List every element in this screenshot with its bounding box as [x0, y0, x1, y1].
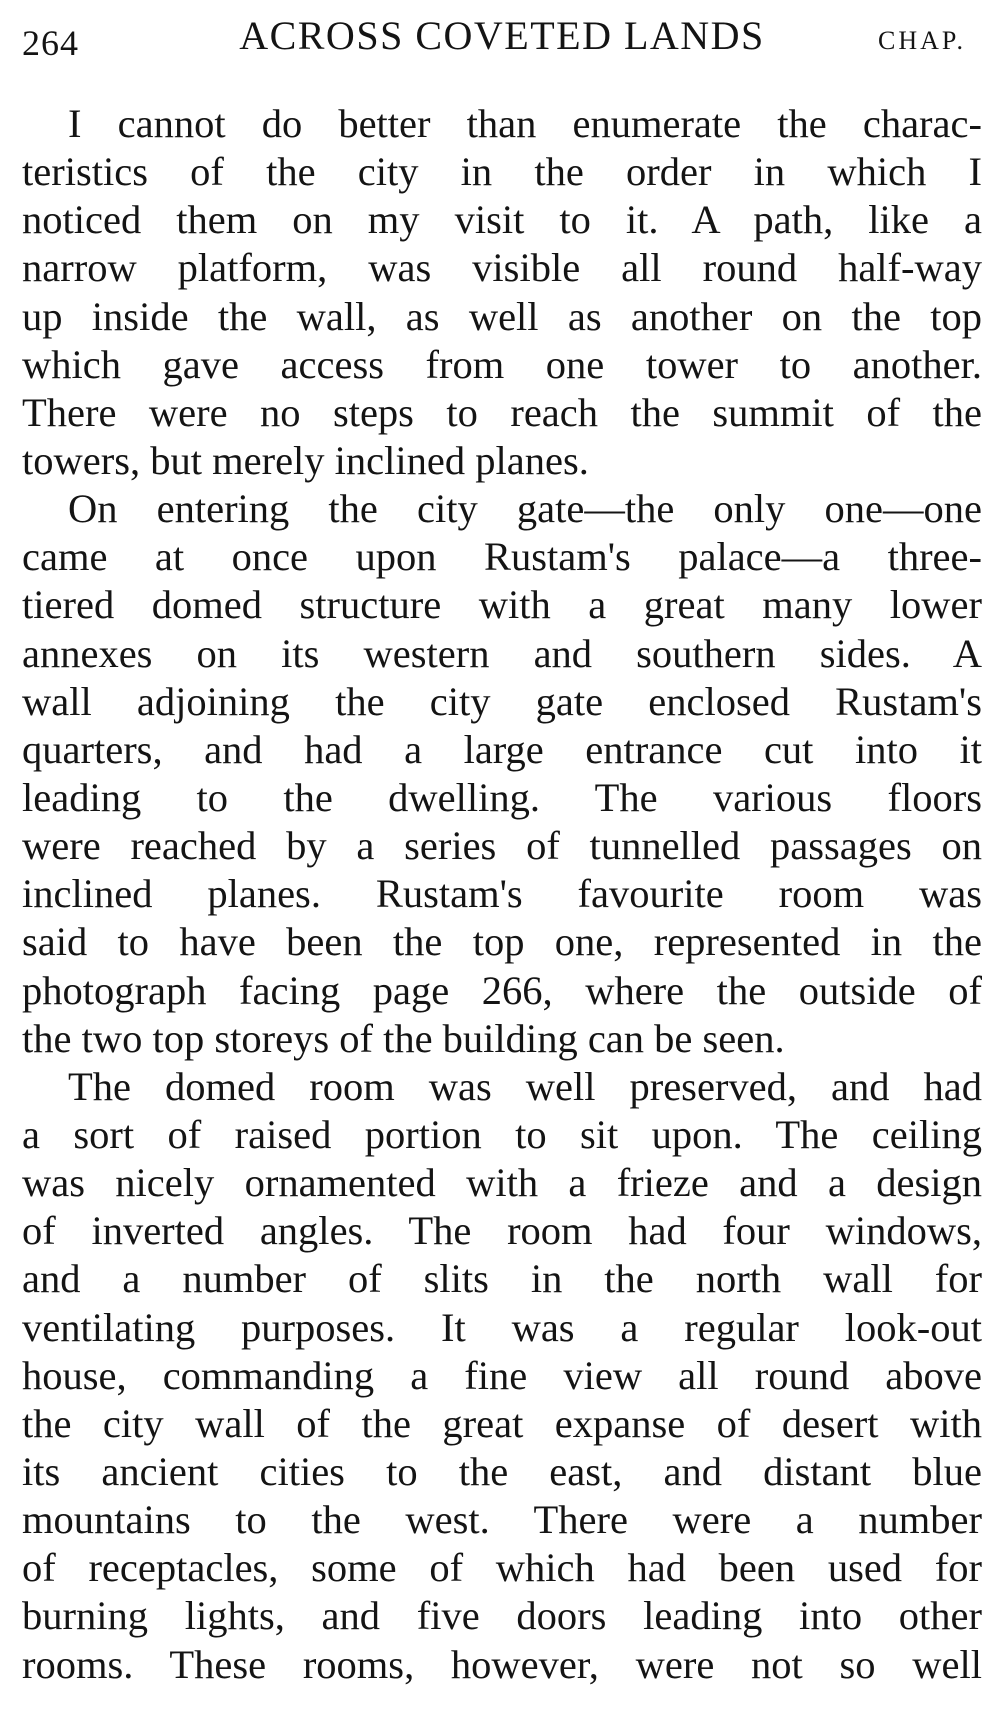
paragraph-1 [22, 100, 982, 485]
text-line: came at once upon Rustam's palace—a three- [22, 534, 982, 580]
paragraph-3 [22, 1063, 982, 1689]
text-line: narrow platform, was visible all round half-way [22, 245, 982, 291]
text-line: which gave access from one tower to another. [22, 341, 982, 387]
text-line: annexes on its western and southern sides. A [22, 630, 982, 676]
text-line: photograph facing page 266, where the outside of [22, 967, 982, 1013]
text-line: towers, but merely inclined planes. [22, 437, 589, 483]
book-title: ACROSS COVETED LANDS [239, 13, 765, 58]
chapter-label: CHAP. [878, 26, 966, 55]
text-line: were reached by a series of tunnelled passages on [22, 823, 982, 869]
text-line: rooms. These rooms, however, were not so well [22, 1641, 982, 1687]
text-line: a sort of raised portion to sit upon. The ceiling [22, 1111, 982, 1157]
text-line: tiered domed structure with a great many lower [22, 582, 982, 628]
text-line: its ancient cities to the east, and distant blue [22, 1448, 982, 1494]
text-line: the two top storeys of the building can be seen. [22, 1015, 785, 1061]
paragraph-2 [22, 485, 982, 1063]
text-line: leading to the dwelling. The various floors [22, 774, 982, 820]
text-line: inclined planes. Rustam's favourite room was [22, 871, 982, 917]
text-line: house, commanding a fine view all round above [22, 1352, 982, 1398]
running-head [22, 12, 982, 62]
text-line: On entering the city gate—the only one—one [68, 486, 982, 532]
text-line: wall adjoining the city gate enclosed Rustam's [22, 678, 982, 724]
text-line: I cannot do better than enumerate the charac- [68, 101, 982, 146]
text-line: burning lights, and five doors leading into other [22, 1593, 982, 1639]
page-number: 264 [22, 23, 79, 63]
text-line: mountains to the west. There were a number [22, 1497, 982, 1543]
text-line: of inverted angles. The room had four windows, [22, 1208, 982, 1254]
text-line: noticed them on my visit to it. A path, like a [22, 197, 982, 243]
text-line: of receptacles, some of which had been used for [22, 1545, 982, 1591]
body-text [22, 100, 982, 1689]
text-line: There were no steps to reach the summit of the [22, 389, 982, 435]
text-line: the city wall of the great expanse of desert with [22, 1400, 982, 1446]
text-line: ventilating purposes. It was a regular look-out [22, 1304, 982, 1350]
text-line: said to have been the top one, represented in the [22, 919, 982, 965]
text-line: quarters, and had a large entrance cut into it [22, 726, 982, 772]
text-line: up inside the wall, as well as another on the top [22, 293, 982, 339]
text-line: was nicely ornamented with a frieze and a design [22, 1160, 982, 1206]
text-line: teristics of the city in the order in which I [22, 149, 982, 195]
text-line: and a number of slits in the north wall for [22, 1256, 982, 1302]
text-line: The domed room was well preserved, and had [68, 1063, 982, 1109]
